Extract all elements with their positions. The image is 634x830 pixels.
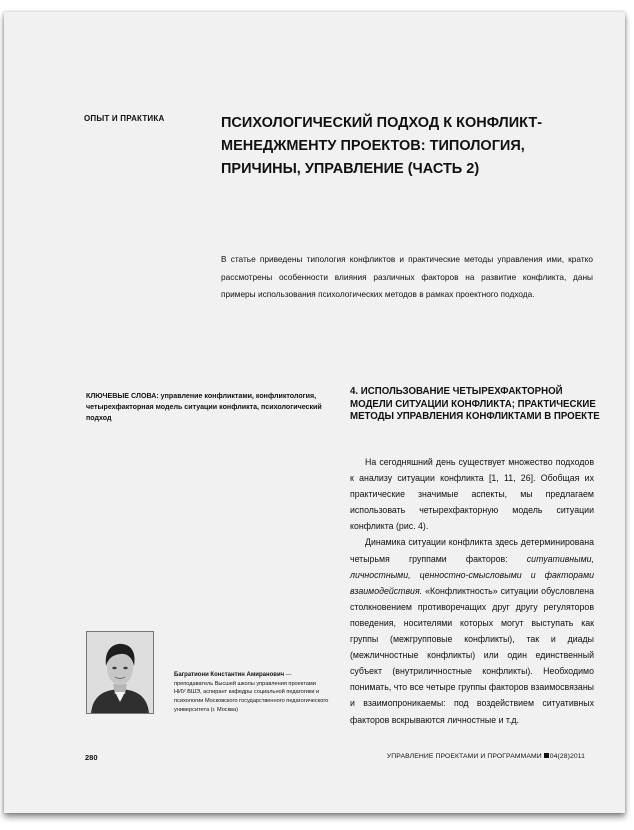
paragraph-2 (350, 534, 594, 727)
author-name: Багратиони Константин Амиранович (174, 672, 285, 678)
journal-issue: 04(28)2011 (549, 753, 585, 760)
paragraph-1: На сегодняшний день существует множество подходов к анализу ситуации конфликта [1, 11, 26]. Обобщая их практические значимые аспекты, мы предлагаем использовать четырехфакторную модель ситуации конфликта (рис. 4). (350, 457, 594, 532)
body-text (350, 454, 594, 728)
article-title: ПСИХОЛОГИЧЕСКИЙ ПОДХОД К КОНФЛИКТ-МЕНЕДЖМЕНТУ ПРОЕКТОВ: ТИПОЛОГИЯ, ПРИЧИНЫ, УПРАВЛЕНИЕ (ЧАСТЬ 2) (221, 115, 543, 177)
author-info (174, 671, 329, 715)
author-photo (86, 631, 154, 714)
journal-page (4, 12, 625, 813)
abstract: В статье приведены типология конфликтов и практические методы управления ими, кратко рассмотрены особенности влияния различных факторов на развитие конфликта, даны примеры использования психологических методов в рамках проектного подхода. (221, 254, 593, 299)
section-heading: 4. ИСПОЛЬЗОВАНИЕ ЧЕТЫРЕХФАКТОРНОЙ МОДЕЛИ СИТУАЦИИ КОНФЛИКТА; ПРАКТИЧЕСКИЕ МЕТОДЫ УПРАВЛЕНИЯ КОНФЛИКТАМИ В ПРОЕКТЕ (350, 386, 600, 422)
journal-name: УПРАВЛЕНИЕ ПРОЕКТАМИ И ПРОГРАММАМИ (386, 753, 542, 760)
section-label: ОПЫТ И ПРАКТИКА (84, 114, 165, 123)
paragraph-2-end: «Конфликтность» ситуации обусловлена столкновением противоречащих друг другу регуляторов поведения, носителями которых могут выступать как группы (межгрупповые конфликты), так и диады (межличностные конфликты) или один единственный субъект (внутриличностные конфликты). Необходимо понимать, что все четыре группы факторов взаимосвязаны и взаимопроникаемы: под воздействием ситуативных факторов вскрываются личностные и т.д. (350, 585, 594, 725)
paragraph-2-italic: ситуативными, личностными, ценностно-смысловыми и факторами взаимодействия. (350, 553, 594, 596)
author-bio: — преподаватель Высшей школы управления проектами НИУ ВШЭ, аспирант кафедры социальной педагогики и психологии Московского государственного педагогического университета (г. Москва) (174, 672, 329, 713)
paragraph-2-start: Динамика ситуации конфликта здесь детерминирована четырьмя группами факторов: (350, 537, 594, 564)
keywords: КЛЮЧЕВЫЕ СЛОВА: управление конфликтами, конфликтология, четырехфакторная модель ситуации конфликта, психологический подход (86, 392, 322, 422)
journal-footer (387, 753, 585, 760)
page-number: 280 (85, 753, 98, 762)
square-bullet-icon (544, 753, 549, 758)
